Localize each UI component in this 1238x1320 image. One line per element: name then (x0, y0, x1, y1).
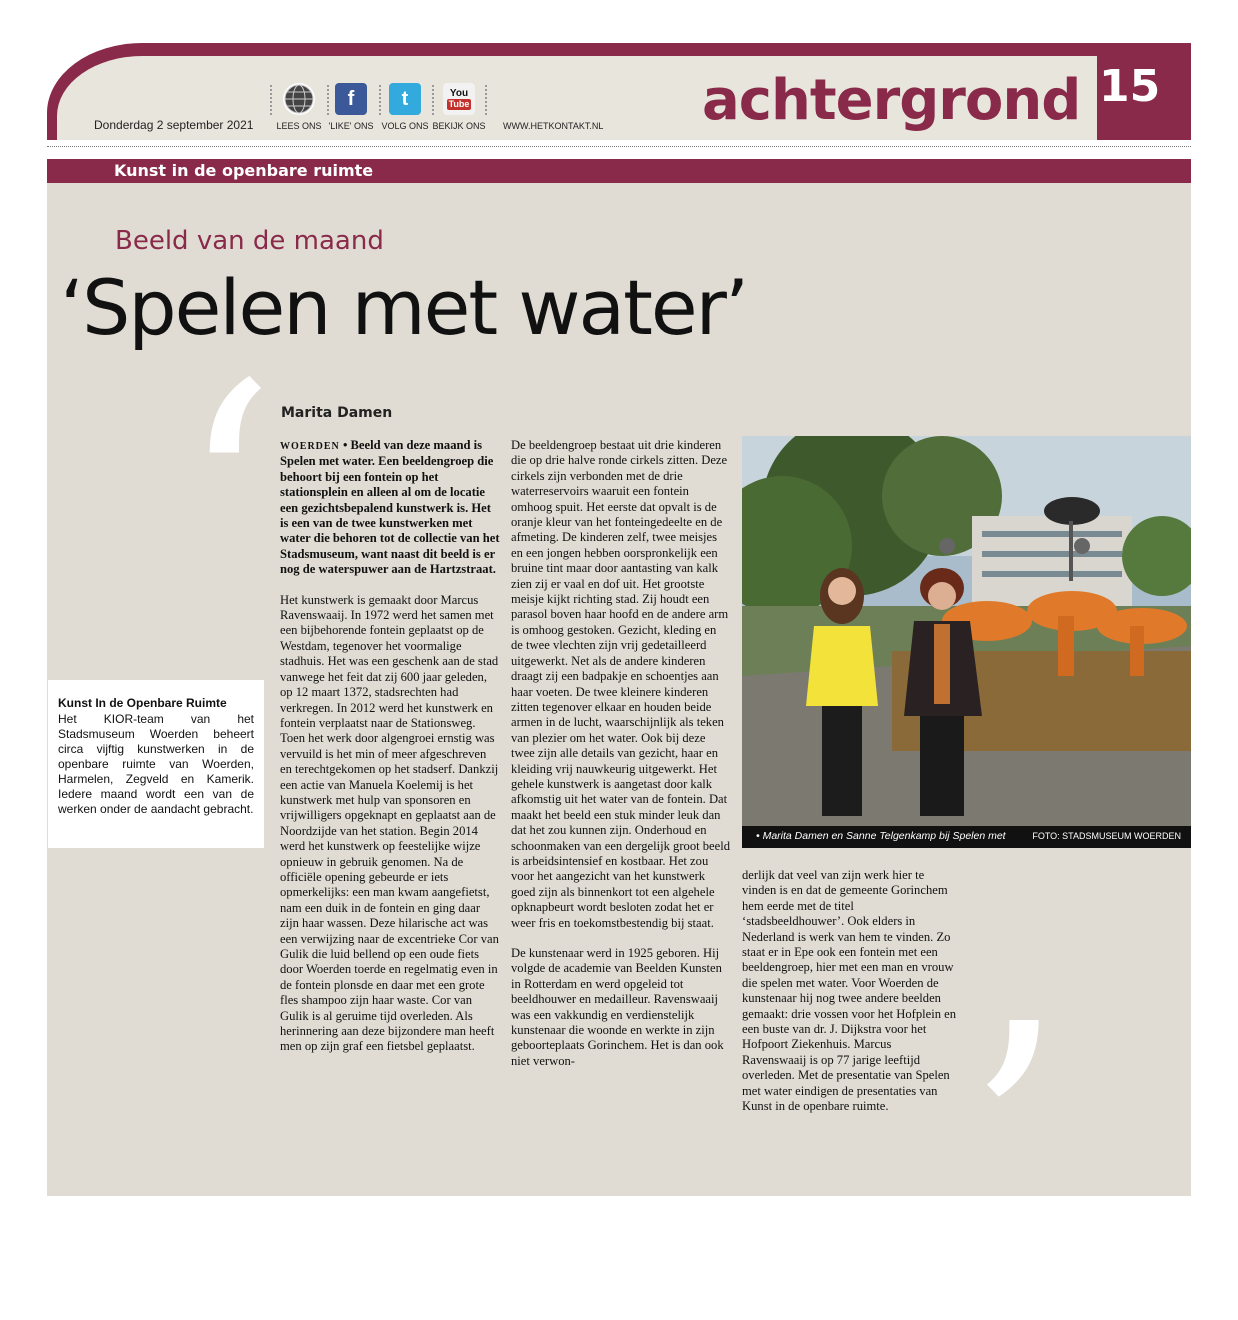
website-link[interactable]: WWW.HETKONTAKT.NL (503, 121, 604, 131)
social-label: 'LIKE' ONS (328, 121, 374, 131)
photo-illustration (742, 436, 1191, 826)
social-label: VOLG ONS (381, 121, 429, 131)
lead-text: • Beeld van deze maand is Spelen met water. Een beeldengroep die behoort bij een fontein op het stationsplein en alleen al om de locatie een gezichtsbepalend kunstwerk is. Het is een van de twee kunstwerken met water die behoren tot de collectie van het Stadsmuseum, want naast dit beeld is er nog de waterspuwer aan de Hartzstraat. (280, 438, 500, 577)
caption-text: • Marita Damen en Sanne Telgenkamp bij Spelen met (756, 830, 1006, 842)
article-column-2 (511, 438, 731, 1084)
social-bekijk-ons[interactable] (424, 83, 494, 131)
article-column-1 (280, 438, 500, 1070)
photo-caption (742, 826, 1191, 848)
rubric-band (47, 159, 1191, 183)
twitter-icon: t (389, 83, 421, 115)
facebook-icon: f (335, 83, 367, 115)
social-label: BEKIJK ONS (432, 121, 486, 131)
body-paragraph: De beeldengroep bestaat uit drie kinderen die op drie halve ronde cirkels zitten. Deze cirkels zijn verbonden met de drie waterreservoirs waaruit een fontein omhoog spuit. Het eerste dat opvalt is de oranje kleur van het fonteingedeelte en de afmeting. De kinderen zelf, twee meisjes en een jongen hebben oorspronkelijk een bruine tint maar door aantasting van kalk zien zij er vaal en dof uit. Het grootste meisje kijkt richting stad. Zij houdt een parasol boven haar hoofd en de andere arm is omhoog gestoken. Gezicht, kleding en de twee vlechten zijn vrij gedetailleerd uitgewerkt. Net als de andere kinderen draagt zij een badpakje en schoentjes aan haar voeten. De twee kleinere kinderen zitten tegenover elkaar en houden beide armen in de lucht, waarschijnlijk als teken van plezier om het water. Ook bij deze twee zijn alle details van gezicht, haar en kleiding vrij nauwkeurig uitgewerkt. Het gehele kunstwerk is aangetast door kalk afkomstig uit het water van de fontein. Dat maakt het beeld een stuk minder leuk dan dat het zou kunnen zijn. Onderhoud en schoonmaken van een dergelijk groot beeld is arbeidsintensief en kostbaar. Het zou voor het aangezicht van het kunstwerk goed zijn als binnenkort tot een algehele opknapbeurt wordt besloten zodat het er weer fris en toekomstbestendig bij staat. (511, 438, 731, 930)
open-quote-mark: ‘ (178, 319, 277, 680)
body-paragraph: De kunstenaar werd in 1925 geboren. Hij volgde de academie van Beelden Kunsten in Rotterdam en werd opgeleid tot beeldhouwer en medailleur. Ravenswaaij was een vakkundig en verdienstelijk kunstenaar die woonde en werkte in zijn geboorteplaats Gorinchem. Het is dan ook niet verwon- (511, 946, 724, 1068)
body-paragraph: derlijk dat veel van zijn werk hier te vinden is en dat de gemeente Gorinchem hem eerde met de titel ‘stadsbeeldhouwer’. Ook elders in Nederland is werk van hem te vinden. Zo staat er in Epe ook een fontein met een beeldengroep, hier met een man en vrouw die spelen met water. Voor Woerden de kunstenaar hij nog twee andere beelden gemaakt: drie vossen voor het Hofplein en een buste van dr. J. Dijkstra voor het Hofpoort Ziekenhuis. Marcus Ravenswaaij is op 77 jarige leeftijd overleden. Met de presentatie van Spelen met water eindigen de presentaties van Kunst in de openbare ruimte. (742, 868, 957, 1114)
divider (485, 85, 487, 115)
info-box-title: Kunst In de Openbare Ruimte (58, 696, 227, 710)
rubric-title: Kunst in de openbare ruimte (114, 161, 374, 180)
section-title: achtergrond (702, 68, 1081, 133)
byline: Marita Damen (281, 405, 393, 421)
info-box-body: Het KIOR-team van het Stadsmuseum Woerden beheert circa vijftig kunstwerken in de openbare ruimte van Woerden, Harmelen, Zegveld en Kamerik. Iedere maand wordt een van de werken onder de aandacht gebracht. (58, 712, 254, 816)
info-box (48, 680, 264, 848)
article-column-3 (742, 868, 957, 1130)
page-number: 15 (1099, 61, 1161, 112)
article-kicker: Beeld van de maand (115, 226, 384, 256)
photo-credit: FOTO: STADSMUSEUM WOERDEN (1032, 831, 1181, 841)
social-label: LEES ONS (276, 121, 322, 131)
youtube-icon: You Tube (443, 83, 475, 115)
dotted-rule (47, 146, 1191, 147)
issue-date: Donderdag 2 september 2021 (94, 118, 254, 132)
page-header (47, 43, 1191, 140)
lead-paragraph (280, 438, 500, 578)
body-paragraph: Het kunstwerk is gemaakt door Marcus Ravenswaaij. In 1972 werd het samen met een bijbehorende fontein geplaatst op de Westdam, tegenover het voormalige stadhuis. Het was een geschenk aan de stad vanwege het feit dat zij 600 jaar geleden, op 12 maart 1372, stadsrechten had verkregen. In 2012 werd het kunstwerk en fontein verplaatst naar de Stationsweg. Toen het werk door algengroei ernstig was vervuild is het min of meer afgeschreven en terechtgekomen op het stadserf. Dankzij een actie van Manuela Koelemij is het kunstwerk met hulp van sponsoren en vrijwilligers opgeknapt en geplaatst aan de Noordzijde van het station. Begin 2014 werd het kunstwerk op feestelijke wijze opnieuw in gebruik genomen. Na de officiële opening gebeurde er iets opmerkelijks: een man kwam aangefietst, nam een duik in de fontein en ging daar zijn haar wassen. Deze hilarische act was een verwijzing naar de excentrieke Cor van Gulik die luid bellend op een oude fiets door Woerden toerde en regelmatig even in de fontein plonsde en daar met een grote fles shampoo zijn haar waste. Cor van Gulik is al geruime tijd overleden. Als herinnering aan deze bijzondere man heeft men op zijn graf een fietsbel geplaatst. (280, 592, 499, 1054)
close-quote-mark: ’ (965, 959, 1064, 1320)
article-headline: ‘Spelen met water’ (60, 263, 748, 352)
globe-icon (283, 83, 315, 115)
article-photo (742, 436, 1191, 826)
dateline: WOERDEN (280, 441, 340, 452)
